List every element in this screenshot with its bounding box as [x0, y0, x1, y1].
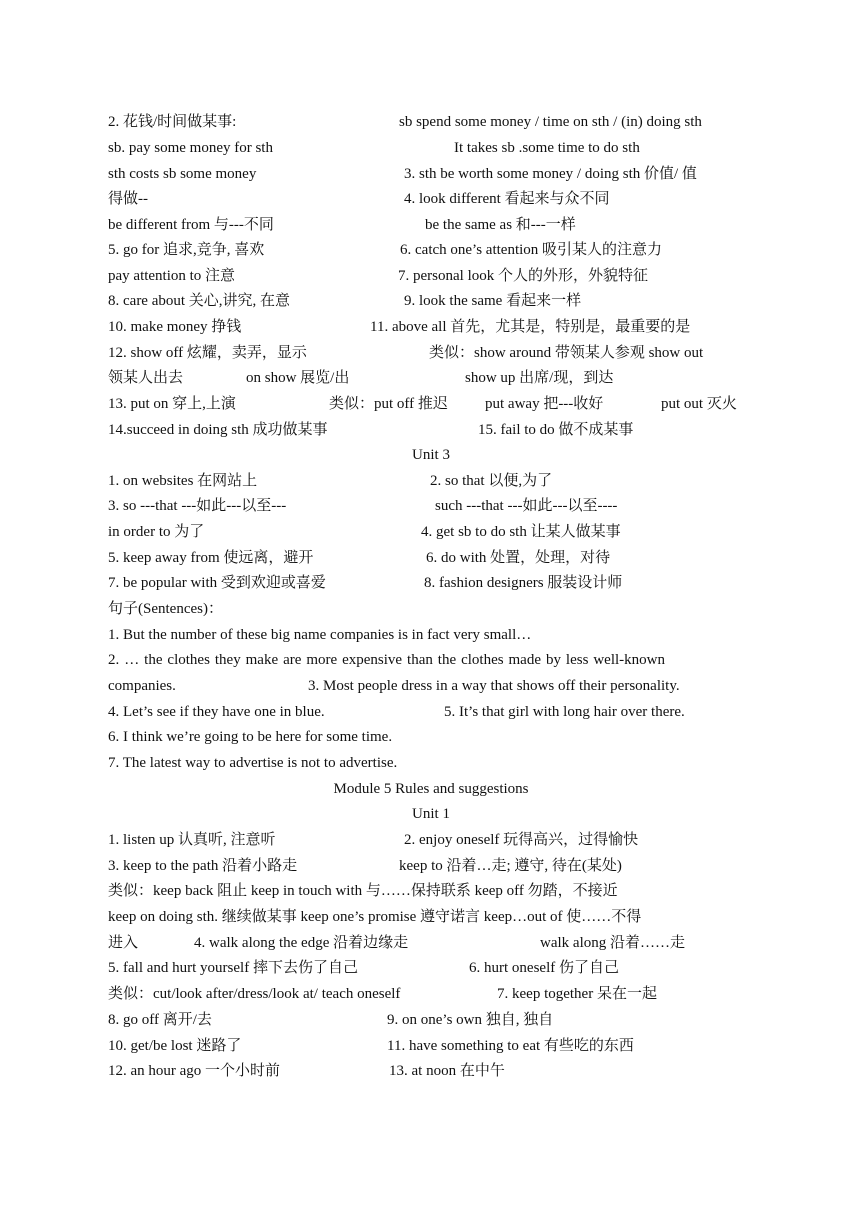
line-text: 类似：put off 推迟	[329, 396, 448, 412]
line-text: 7. be popular with 受到欢迎或喜爱	[108, 575, 326, 591]
line-text: keep to 沿着…走; 遵守, 待在(某处)	[399, 858, 622, 874]
line-text: 1. listen up 认真听, 注意听	[108, 832, 276, 848]
line-text: 类似：keep back 阻止 keep in touch with 与……保持联系 keep off 勿踏，不接近	[108, 883, 618, 899]
sentences-heading: 句子(Sentences)：	[108, 601, 223, 617]
line-text: 4. get sb to do sth 让某人做某事	[421, 524, 621, 540]
line-text: 7. keep together 呆在一起	[497, 986, 657, 1002]
line-text: 6. hurt oneself 伤了自己	[469, 960, 619, 976]
line-text: 6. I think we’re going to be here for some time.	[108, 729, 393, 745]
line-text: be different from 与---不同	[108, 217, 274, 233]
line-text: sb. pay some money for sth	[108, 140, 273, 156]
line-text: show up 出席/现，到达	[465, 370, 614, 386]
line-text: such ---that ---如此---以至----	[435, 498, 618, 514]
line-text: 7. personal look 个人的外形，外貌特征	[398, 268, 648, 284]
line-text: 15. fail to do 做不成某事	[478, 422, 634, 438]
line-text: pay attention to 注意	[108, 268, 236, 284]
module-heading	[108, 777, 754, 801]
line-text: on show 展览/出	[246, 370, 350, 386]
line-text: 12. show off 炫耀，卖弄，显示	[108, 345, 307, 361]
line-text: 2. 花钱/时间做某事:	[108, 114, 237, 130]
line-text: 类似：cut/look after/dress/look at/ teach oneself	[108, 986, 401, 1002]
line-text: 14.succeed in doing sth 成功做某事	[108, 422, 328, 438]
line-text: 1. But the number of these big name companies is in fact very small…	[108, 627, 532, 643]
line-text: 13. at noon 在中午	[389, 1063, 505, 1079]
line-text: 2. enjoy oneself 玩得高兴，过得愉快	[404, 832, 639, 848]
line-text: 4. look different 看起来与众不同	[404, 191, 610, 207]
line-text: 2. so that 以便,为了	[430, 473, 553, 489]
line-text: 6. catch one’s attention 吸引某人的注意力	[400, 242, 663, 258]
line-text: 8. care about 关心,讲究, 在意	[108, 293, 291, 309]
line-text: 3. keep to the path 沿着小路走	[108, 858, 298, 874]
line-text: 8. fashion designers 服装设计师	[424, 575, 623, 591]
line-text: 得做--	[108, 191, 148, 207]
line-text: 4. walk along the edge 沿着边缘走	[194, 935, 409, 951]
section-heading-text: Unit 3	[412, 447, 450, 463]
text-line	[108, 648, 754, 672]
line-text: keep on doing sth. 继续做某事 keep one’s promise 遵守诺言 keep…out of 使……不得	[108, 909, 642, 925]
section-heading	[108, 443, 754, 467]
line-text: 3. sth be worth some money / doing sth 价值/ 值	[404, 166, 697, 182]
module-heading-text: Module 5 Rules and suggestions	[333, 781, 529, 797]
line-text: put out 灭火	[661, 396, 737, 412]
line-text: 3. Most people dress in a way that shows off their personality.	[308, 678, 680, 694]
line-text: 5. go for 追求,竞争, 喜欢	[108, 242, 265, 258]
line-text: be the same as 和---一样	[425, 217, 576, 233]
line-text: 5. keep away from 使远离，避开	[108, 550, 314, 566]
line-text: 10. get/be lost 迷路了	[108, 1038, 242, 1054]
line-text: 2. … the clothes they make are more expensive than the clothes made by less well-known	[108, 652, 666, 668]
line-text: 6. do with 处置，处理，对待	[426, 550, 611, 566]
line-text: sth costs sb some money	[108, 166, 257, 182]
line-text: 12. an hour ago 一个小时前	[108, 1063, 281, 1079]
line-text: in order to 为了	[108, 524, 205, 540]
line-text: 5. fall and hurt yourself 摔下去伤了自己	[108, 960, 358, 976]
section-heading	[108, 802, 754, 826]
line-text: 类似：show around 带领某人参观 show out	[429, 345, 704, 361]
line-text: 领某人出去	[108, 370, 184, 386]
line-text: 1. on websites 在网站上	[108, 473, 258, 489]
line-text: 8. go off 离开/去	[108, 1012, 212, 1028]
line-text: put away 把---收好	[485, 396, 604, 412]
line-text: 9. look the same 看起来一样	[404, 293, 582, 309]
line-text: 5. It’s that girl with long hair over there.	[444, 704, 685, 720]
line-text: 11. above all 首先，尤其是，特别是，最重要的是	[370, 319, 691, 335]
line-text: 4. Let’s see if they have one in blue.	[108, 704, 325, 720]
section-heading-text: Unit 1	[412, 806, 450, 822]
line-text: 进入	[108, 935, 139, 951]
line-text: sb spend some money / time on sth / (in) doing sth	[399, 114, 702, 130]
line-text: 9. on one’s own 独自, 独自	[387, 1012, 554, 1028]
line-text: 10. make money 挣钱	[108, 319, 242, 335]
line-text: companies.	[108, 678, 176, 694]
line-text: 3. so ---that ---如此---以至---	[108, 498, 287, 514]
line-text: 7. The latest way to advertise is not to advertise.	[108, 755, 398, 771]
line-text: It takes sb .some time to do sth	[454, 140, 640, 156]
line-text: walk along 沿着……走	[540, 935, 685, 951]
line-text: 11. have something to eat 有些吃的东西	[387, 1038, 634, 1054]
line-text: 13. put on 穿上,上演	[108, 396, 236, 412]
